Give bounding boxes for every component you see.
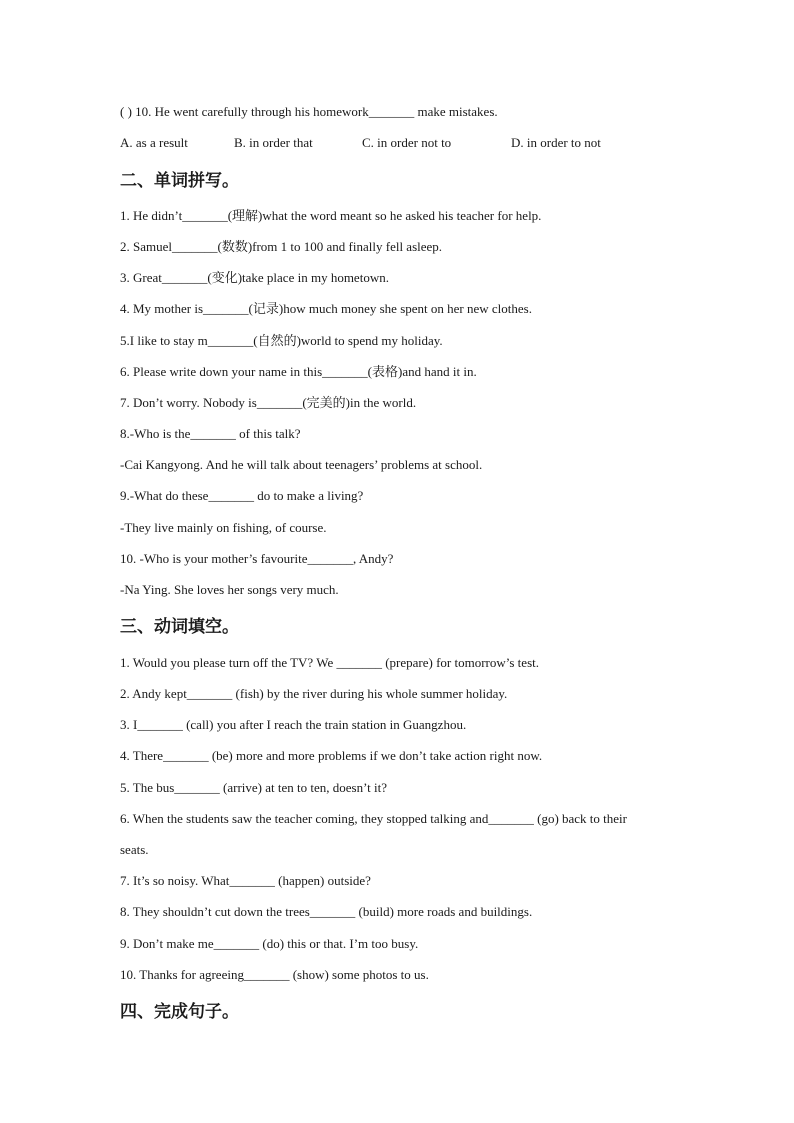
- option-b: B. in order that: [234, 135, 313, 150]
- question-10-stem: ( ) 10. He went carefully through his homework_______ make mistakes.: [120, 104, 498, 119]
- spelling-line: -Na Ying. She loves her songs very much.: [120, 582, 339, 597]
- question-10-options: [120, 134, 700, 152]
- spelling-line: 3. Great_______(变化)take place in my hometown.: [120, 270, 389, 285]
- spelling-line: 10. -Who is your mother’s favourite_______, Andy?: [120, 551, 394, 566]
- verb-line: 9. Don’t make me_______ (do) this or that. I’m too busy.: [120, 936, 419, 951]
- verb-line: 1. Would you please turn off the TV? We _______ (prepare) for tomorrow’s test.: [120, 655, 539, 670]
- verb-line: 2. Andy kept_______ (fish) by the river during his whole summer holiday.: [120, 686, 508, 701]
- spelling-line: 7. Don’t worry. Nobody is_______(完美的)in the world.: [120, 395, 417, 410]
- verb-line: 10. Thanks for agreeing_______ (show) some photos to us.: [120, 967, 429, 982]
- spelling-line: 8.-Who is the_______ of this talk?: [120, 426, 301, 441]
- verb-line: 3. I_______ (call) you after I reach the train station in Guangzhou.: [120, 717, 467, 732]
- verb-line: 8. They shouldn’t cut down the trees_______ (build) more roads and buildings.: [120, 904, 533, 919]
- spelling-line: -Cai Kangyong. And he will talk about teenagers’ problems at school.: [120, 457, 483, 472]
- spelling-line: 1. He didn’t_______(理解)what the word meant so he asked his teacher for help.: [120, 208, 542, 223]
- option-d: D. in order to not: [511, 135, 601, 150]
- spelling-line: 4. My mother is_______(记录)how much money she spent on her new clothes.: [120, 301, 532, 316]
- verb-line: 7. It’s so noisy. What_______ (happen) outside?: [120, 873, 371, 888]
- spelling-line: 5.I like to stay m_______(自然的)world to spend my holiday.: [120, 333, 443, 348]
- option-c: C. in order not to: [362, 135, 452, 150]
- spelling-line: -They live mainly on fishing, of course.: [120, 520, 327, 535]
- section-3-title: 三、动词填空。: [120, 617, 239, 637]
- verb-line: 4. There_______ (be) more and more problems if we don’t take action right now.: [120, 748, 543, 763]
- spelling-line: 2. Samuel_______(数数)from 1 to 100 and finally fell asleep.: [120, 239, 443, 254]
- option-a: A. as a result: [120, 135, 188, 150]
- section-2-title: 二、单词拼写。: [120, 171, 239, 191]
- spelling-line: 9.-What do these_______ do to make a living?: [120, 488, 364, 503]
- verb-line: 6. When the students saw the teacher coming, they stopped talking and_______ (go) back to their: [120, 811, 627, 826]
- spelling-line: 6. Please write down your name in this_______(表格)and hand it in.: [120, 364, 477, 379]
- section-4-title: 四、完成句子。: [120, 1002, 239, 1022]
- verb-line: 5. The bus_______ (arrive) at ten to ten, doesn’t it?: [120, 780, 388, 795]
- verb-line: seats.: [120, 842, 149, 857]
